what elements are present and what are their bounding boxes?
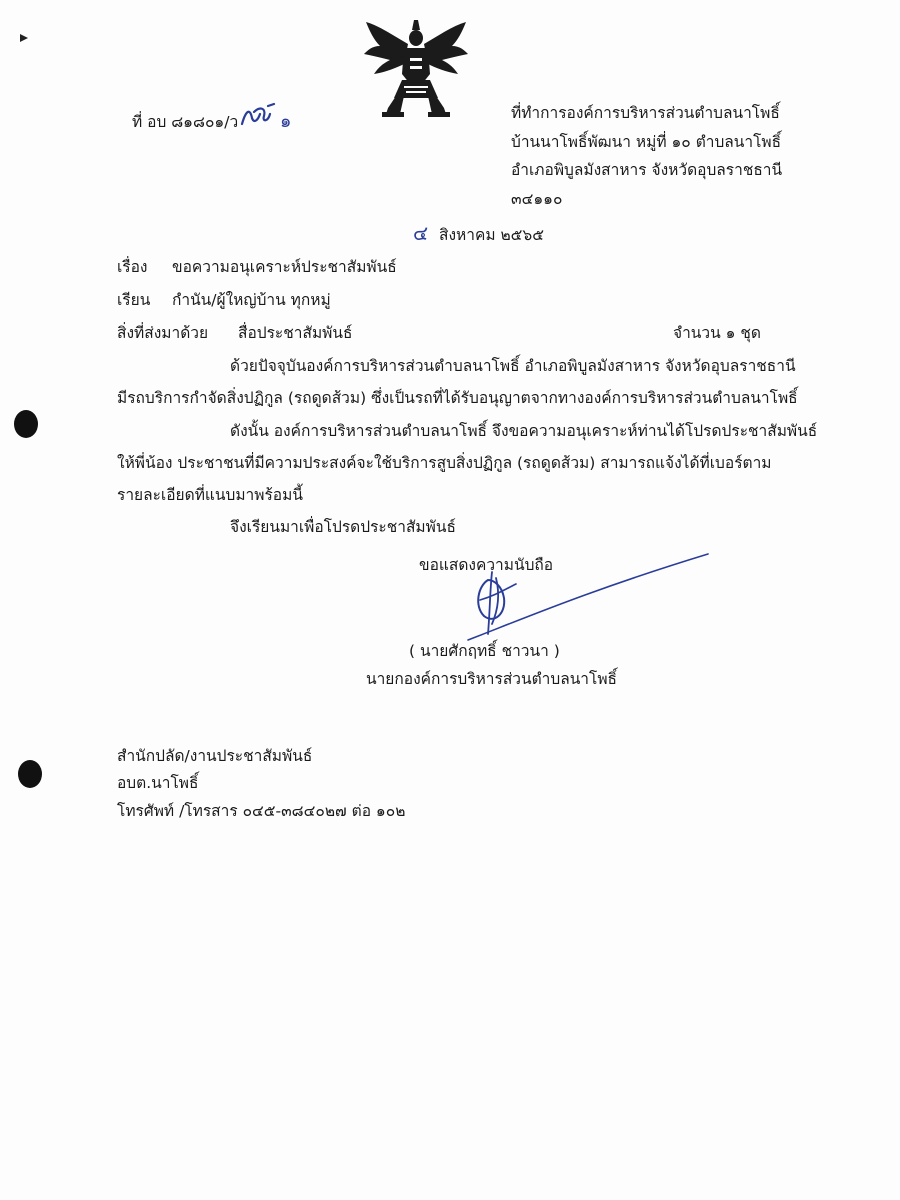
handwritten-signature: [440, 550, 710, 650]
paragraph-2-line-3: รายละเอียดที่แนบมาพร้อมนี้: [117, 486, 303, 504]
salutation: ขอแสดงความนับถือ: [419, 556, 554, 574]
paragraph-2-line-2: ให้พี่น้อง ประชาชนที่มีความประสงค์จะใช้บริการสูบสิ่งปฏิกูล (รถดูดส้วม) สามารถแจ้งได้ที่เบอร์ตาม: [117, 454, 772, 472]
punch-hole-top: [14, 410, 38, 438]
footer-organization: อบต.นาโพธิ์: [117, 774, 199, 792]
signatory-position: นายกองค์การบริหารส่วนตำบลนาโพธิ์: [366, 670, 618, 688]
recipient-text: กำนัน/ผู้ใหญ่บ้าน ทุกหมู่: [172, 291, 331, 309]
closing-request: จึงเรียนมาเพื่อโปรดประชาสัมพันธ์: [230, 518, 456, 536]
date-text: สิงหาคม ๒๕๖๕: [439, 226, 544, 244]
enclosure-label: สิ่งที่ส่งมาด้วย: [117, 324, 209, 342]
address-line-2: บ้านนาโพธิ์พัฒนา หมู่ที่ ๑๐ ตำบลนาโพธิ์: [511, 133, 782, 151]
postal-code: ๓๔๑๑๐: [511, 190, 563, 208]
footer-office: สำนักปลัด/งานประชาสัมพันธ์: [117, 747, 313, 765]
reference-number: ที่ อบ ๘๑๘๐๑/ว: [132, 113, 239, 131]
recipient-label: เรียน: [117, 291, 151, 309]
signatory-name: ( นายศักฤทธิ์ ชาวนา ): [409, 642, 560, 660]
address-line-3: อำเภอพิบูลมังสาหาร จังหวัดอุบลราชธานี: [511, 161, 783, 179]
punch-hole-bottom: [18, 760, 42, 788]
date-day-handwritten: ๔: [413, 221, 429, 245]
garuda-emblem-icon: [360, 18, 472, 120]
reference-handwritten-number: ๑: [280, 111, 292, 132]
address-line-1: ที่ทำการองค์การบริหารส่วนตำบลนาโพธิ์: [511, 104, 780, 122]
corner-mark: [20, 34, 28, 42]
paragraph-1-line-2: มีรถบริการกำจัดสิ่งปฏิกูล (รถดูดส้วม) ซึ่งเป็นรถที่ได้รับอนุญาตจากทางองค์การบริหารส่วนตำบลนาโพธิ์: [117, 389, 798, 407]
paragraph-1-line-1: ด้วยปัจจุบันองค์การบริหารส่วนตำบลนาโพธิ์ อำเภอพิบูลมังสาหาร จังหวัดอุบลราชธานี: [230, 357, 796, 375]
footer-phone: โทรศัพท์ /โทรสาร ๐๔๕-๓๘๔๐๒๗ ต่อ ๑๐๒: [117, 802, 406, 820]
enclosure-text: สื่อประชาสัมพันธ์: [238, 324, 353, 342]
enclosure-count: จำนวน ๑ ชุด: [673, 324, 761, 342]
subject-text: ขอความอนุเคราะห์ประชาสัมพันธ์: [172, 258, 397, 276]
paragraph-2-line-1: ดังนั้น องค์การบริหารส่วนตำบลนาโพธิ์ จึงขอความอนุเคราะห์ท่านได้โปรดประชาสัมพันธ์: [230, 422, 818, 440]
subject-label: เรื่อง: [117, 258, 148, 276]
